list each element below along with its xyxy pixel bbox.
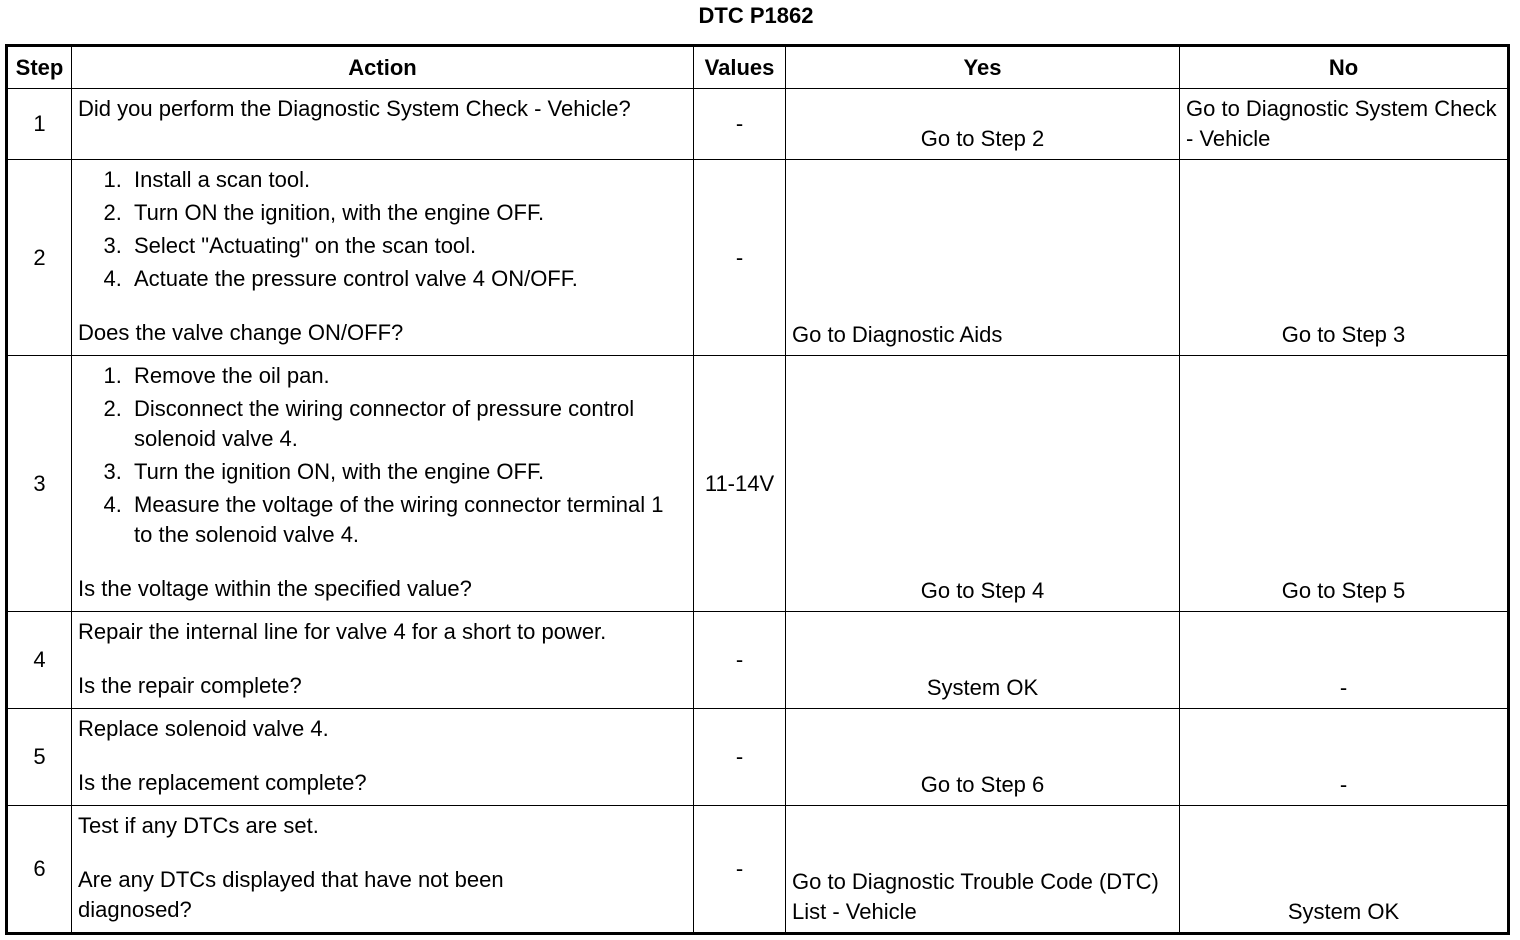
table-header-row <box>7 46 1509 89</box>
action-cell <box>72 806 694 934</box>
action-text: Test if any DTCs are set. <box>78 813 319 838</box>
action-cell <box>72 612 694 709</box>
action-steps-list <box>78 361 687 550</box>
action-cell <box>72 160 694 356</box>
list-item: 1. Install a scan tool. <box>128 165 687 195</box>
action-question: Is the repair complete? <box>78 673 302 698</box>
header-no: No <box>1180 46 1509 89</box>
yes-cell: Go to Step 4 <box>786 356 1180 612</box>
yes-cell: Go to Step 6 <box>786 709 1180 806</box>
header-step: Step <box>7 46 72 89</box>
table-row <box>7 356 1509 612</box>
action-text: Repair the internal line for valve 4 for a short to power. <box>78 619 607 644</box>
diagnostic-table <box>5 44 1510 935</box>
no-cell: - <box>1180 709 1509 806</box>
table-row <box>7 709 1509 806</box>
list-item: 2. Turn ON the ignition, with the engine OFF. <box>128 198 687 228</box>
values-cell: - <box>694 806 786 934</box>
list-item: 1. Remove the oil pan. <box>128 361 687 391</box>
list-item: 3. Turn the ignition ON, with the engine OFF. <box>128 457 687 487</box>
list-item: 4. Actuate the pressure control valve 4 ON/OFF. <box>128 264 687 294</box>
step-number: 5 <box>7 709 72 806</box>
values-cell: - <box>694 160 786 356</box>
action-question: Is the voltage within the specified value? <box>78 576 472 601</box>
list-item: 3. Select "Actuating" on the scan tool. <box>128 231 687 261</box>
action-text: Did you perform the Diagnostic System Check - Vehicle? <box>78 96 631 121</box>
list-item: 2. Disconnect the wiring connector of pressure control solenoid valve 4. <box>128 394 687 454</box>
no-cell: Go to Step 3 <box>1180 160 1509 356</box>
yes-cell: Go to Diagnostic Aids <box>786 160 1180 356</box>
list-item: 4. Measure the voltage of the wiring connector terminal 1 to the solenoid valve 4. <box>128 490 687 550</box>
no-cell: Go to Step 5 <box>1180 356 1509 612</box>
action-cell <box>72 356 694 612</box>
header-yes: Yes <box>786 46 1180 89</box>
page-title: DTC P1862 <box>698 3 814 28</box>
step-number: 6 <box>7 806 72 934</box>
table-row <box>7 612 1509 709</box>
action-steps-list <box>78 165 687 294</box>
action-question: Is the replacement complete? <box>78 770 367 795</box>
header-values: Values <box>694 46 786 89</box>
step-number: 1 <box>7 89 72 160</box>
yes-cell: System OK <box>786 612 1180 709</box>
values-cell: 11-14V <box>694 356 786 612</box>
table-row <box>7 160 1509 356</box>
header-action: Action <box>72 46 694 89</box>
no-cell: - <box>1180 612 1509 709</box>
no-cell: System OK <box>1180 806 1509 934</box>
action-question: Does the valve change ON/OFF? <box>78 320 404 345</box>
step-number: 2 <box>7 160 72 356</box>
table-row <box>7 806 1509 934</box>
action-text: Replace solenoid valve 4. <box>78 716 329 741</box>
action-question: Are any DTCs displayed that have not been diagnosed? <box>78 867 504 922</box>
no-cell: Go to Diagnostic System Check - Vehicle <box>1180 89 1509 160</box>
values-cell: - <box>694 709 786 806</box>
step-number: 3 <box>7 356 72 612</box>
yes-cell: Go to Step 2 <box>786 89 1180 160</box>
values-cell: - <box>694 89 786 160</box>
yes-cell: Go to Diagnostic Trouble Code (DTC) List - Vehicle <box>786 806 1180 934</box>
values-cell: - <box>694 612 786 709</box>
table-row <box>7 89 1509 160</box>
action-cell <box>72 709 694 806</box>
action-cell <box>72 89 694 160</box>
step-number: 4 <box>7 612 72 709</box>
